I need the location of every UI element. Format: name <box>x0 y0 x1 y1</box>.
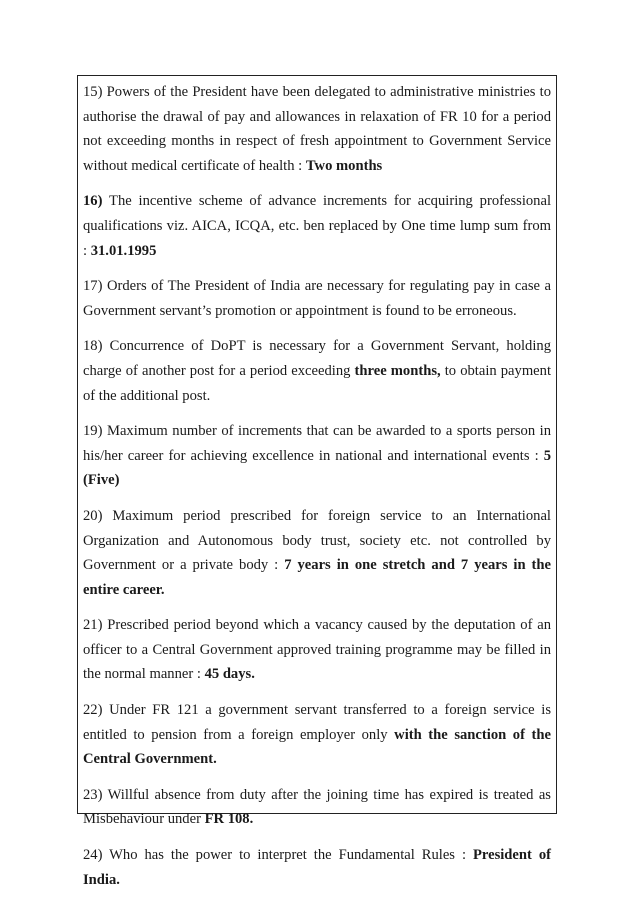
rule-19-answer: 5 (Five) <box>83 447 551 489</box>
rule-20-text: 20) Maximum period prescribed for foreign service to an International Organization and Autonomous body trust, society etc. not controlled by Government or a private body : <box>83 507 551 574</box>
rule-18-text: 18) Concurrence of DoPT is necessary for a Government Servant, holding charge of another post for a period exceeding <box>83 338 551 379</box>
rule-16-answer: 31.01.1995 <box>90 242 157 259</box>
rule-24 <box>83 843 551 892</box>
rule-21-text: 21) Prescribed period beyond which a vacancy caused by the deputation of an officer to a Central Government approved training programme may be filled in the normal manner : <box>83 617 551 683</box>
rule-20-answer: 7 years in one stretch and 7 years in the entire career. <box>83 557 552 598</box>
rule-19-text: 19) Maximum number of increments that can be awarded to a sports person in his/her career for achieving excellence in national and international events : <box>83 423 551 464</box>
rule-20 <box>83 504 551 602</box>
rule-23-answer: FR 108. <box>204 811 254 828</box>
rule-23-text: 23) Willful absence from duty after the joining time has expired is treated as Misbehaviour under <box>83 786 551 828</box>
rule-16-text: The incentive scheme of advance increments for acquiring professional qualifications viz. AICA, ICQA, etc. ben replaced by One time lump sum from : <box>83 193 551 259</box>
rule-17-text: 17) Orders of The President of India are necessary for regulating pay in case a Government servant’s promotion or appointment is found to be erroneous. <box>83 278 551 319</box>
rule-16 <box>83 189 551 263</box>
rules-box <box>77 75 557 888</box>
rule-18-answer: three months, <box>354 362 441 379</box>
rule-21 <box>83 613 551 687</box>
rule-23 <box>83 783 551 832</box>
rule-22 <box>83 698 551 772</box>
rule-15-text: 15) Powers of the President have been delegated to administrative ministries to authorise the drawal of pay and allowances in relaxation of FR 10 for a period not exceeding months in respect of fresh appointment to Government Service without medical certificate of health : <box>83 84 551 174</box>
rule-24-answer: President of India. <box>83 847 551 888</box>
rule-22-answer: with the sanction of the Central Government. <box>83 726 551 768</box>
rule-21-answer: 45 days. <box>204 666 255 683</box>
rule-18-suffix: to obtain payment of the additional post. <box>83 362 552 404</box>
rule-16-number: 16) <box>83 193 103 210</box>
rule-17 <box>83 274 551 323</box>
rule-15-answer: Two months <box>305 157 383 174</box>
rule-22-text: 22) Under FR 121 a government servant transferred to a foreign service is entitled to pension from a foreign employer only <box>83 702 551 743</box>
rule-15 <box>83 80 551 178</box>
rule-24-text: 24) Who has the power to interpret the Fundamental Rules : <box>83 847 473 864</box>
rule-18 <box>83 334 551 408</box>
rule-19 <box>83 419 551 493</box>
